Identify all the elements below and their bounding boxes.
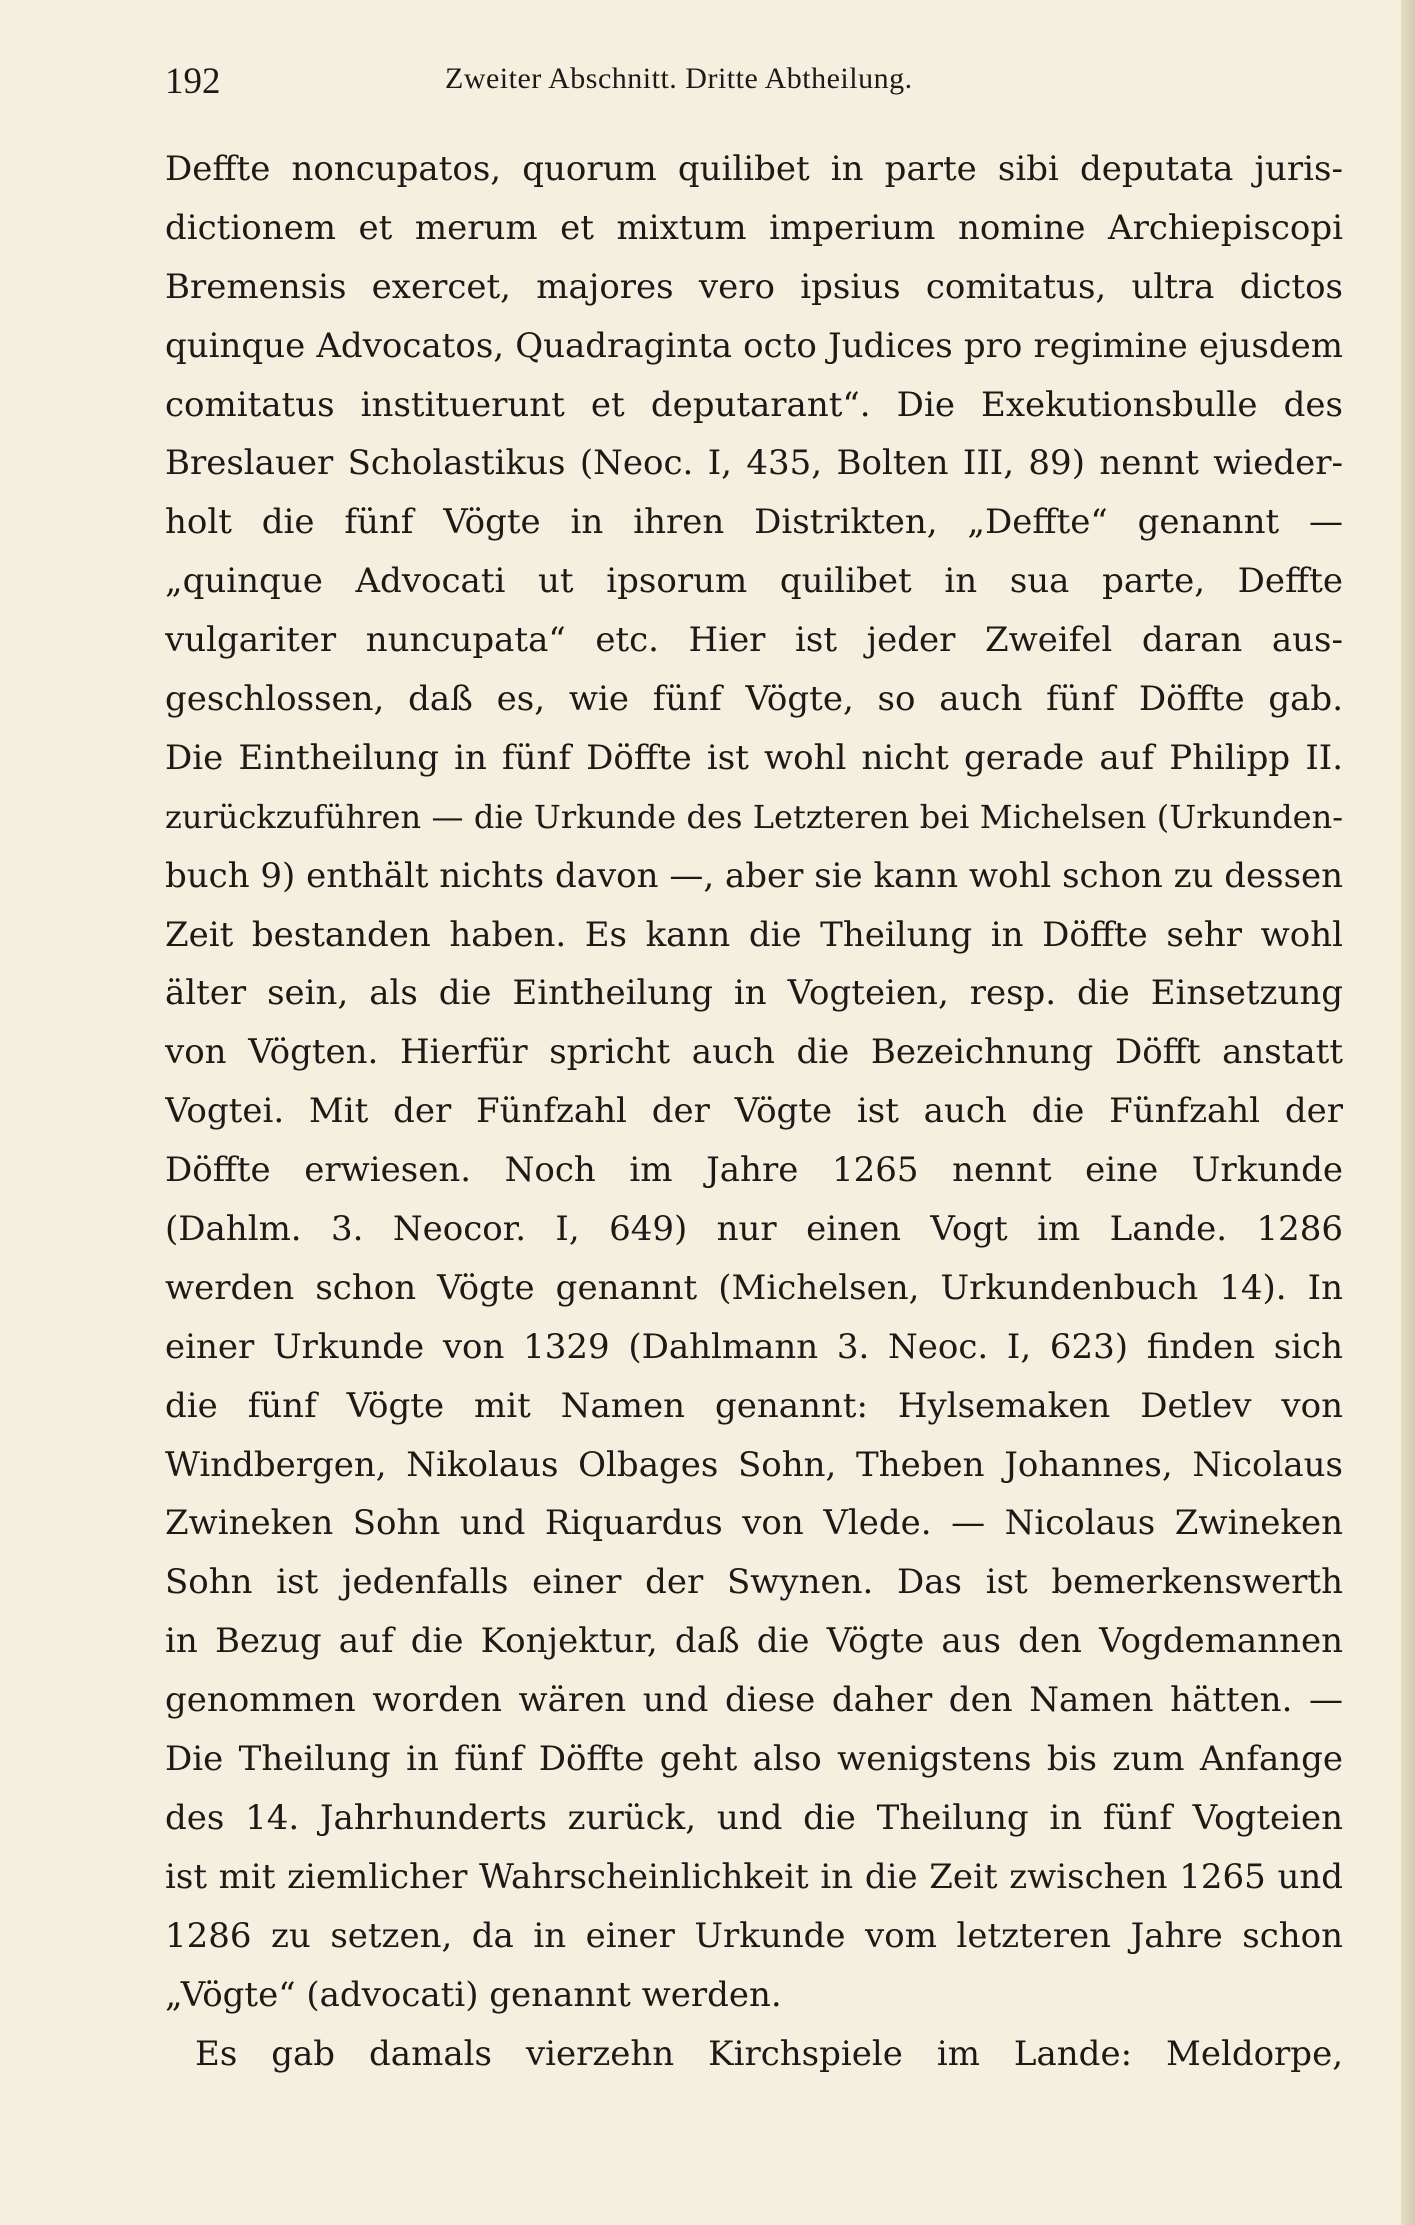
text-line: vulgariter nuncupata“ etc. Hier ist jeder Zweifel daran aus-	[165, 620, 1343, 661]
text-line: die fünf Vögte mit Namen genannt: Hylsemaken Detlev von	[165, 1385, 1343, 1426]
text-line: von Vögten. Hierfür spricht auch die Bezeichnung Döfft anstatt	[165, 1032, 1343, 1073]
page-header	[165, 52, 1265, 102]
text-line: 1286 zu setzen, da in einer Urkunde vom letzteren Jahre schon	[165, 1915, 1343, 1956]
text-line: Döffte erwiesen. Noch im Jahre 1265 nennt eine Urkunde	[165, 1150, 1343, 1191]
text-line: werden schon Vögte genannt (Michelsen, Urkundenbuch 14). In	[165, 1267, 1343, 1308]
text-line: zurückzuführen — die Urkunde des Letzteren bei Michelsen (Urkunden-	[165, 797, 1343, 836]
text-line: geschlossen, daß es, wie fünf Vögte, so auch fünf Döffte gab.	[165, 679, 1343, 720]
text-line: Breslauer Scholastikus (Neoc. I, 435, Bolten III, 89) nennt wieder-	[165, 443, 1343, 484]
text-line: comitatus instituerunt et deputarant“. Die Exekutionsbulle des	[165, 384, 1343, 425]
text-line: des 14. Jahrhunderts zurück, und die Theilung in fünf Vogteien	[165, 1797, 1343, 1838]
text-line: (Dahlm. 3. Neocor. I, 649) nur einen Vogt im Lande. 1286	[165, 1209, 1343, 1250]
text-line: buch 9) enthält nichts davon —, aber sie kann wohl schon zu dessen	[165, 855, 1343, 896]
running-head: Zweiter Abschnitt. Dritte Abtheilung.	[445, 62, 913, 95]
page-number: 192	[165, 61, 221, 102]
text-line: Sohn ist jedenfalls einer der Swynen. Das ist bemerkenswerth	[165, 1562, 1343, 1603]
text-line: Die Eintheilung in fünf Döffte ist wohl nicht gerade auf Philipp II.	[165, 737, 1343, 778]
text-line: genommen worden wären und diese daher den Namen hätten. —	[165, 1680, 1343, 1721]
text-line: Deffte noncupatos, quorum quilibet in parte sibi deputata juris-	[165, 149, 1343, 189]
text-line: Vogtei. Mit der Fünfzahl der Vögte ist auch die Fünfzahl der	[165, 1091, 1343, 1132]
text-line: Bremensis exercet, majores vero ipsius comitatus, ultra dictos	[165, 266, 1343, 307]
text-line: Zwineken Sohn und Riquardus von Vlede. — Nicolaus Zwineken	[165, 1503, 1343, 1544]
page-edge	[1401, 0, 1415, 2225]
text-line: einer Urkunde von 1329 (Dahlmann 3. Neoc. I, 623) finden sich	[165, 1326, 1343, 1367]
text-line: Die Theilung in fünf Döffte geht also wenigstens bis zum Anfange	[165, 1739, 1343, 1780]
text-line: ist mit ziemlicher Wahrscheinlichkeit in die Zeit zwischen 1265 und	[165, 1856, 1343, 1897]
text-line: älter sein, als die Eintheilung in Vogteien, resp. die Einsetzung	[165, 973, 1343, 1014]
text-line: „Vögte“ (advocati) genannt werden.	[165, 1974, 782, 2015]
text-line: Zeit bestanden haben. Es kann die Theilung in Döffte sehr wohl	[165, 914, 1343, 955]
text-body	[165, 140, 1343, 2083]
text-line: Windbergen, Nikolaus Olbages Sohn, Theben Johannes, Nicolaus	[165, 1444, 1343, 1485]
text-line: in Bezug auf die Konjektur, daß die Vögte aus den Vogdemannen	[165, 1621, 1343, 1662]
text-line: Es gab damals vierzehn Kirchspiele im Lande: Meldorpe,	[195, 2033, 1343, 2074]
text-line: „quinque Advocati ut ipsorum quilibet in sua parte, Deffte	[165, 561, 1343, 602]
text-line: holt die fünf Vögte in ihren Distrikten, „Deffte“ genannt —	[165, 502, 1343, 543]
text-line: dictionem et merum et mixtum imperium nomine Archiepiscopi	[165, 207, 1343, 248]
text-line: quinque Advocatos, Quadraginta octo Judices pro regimine ejusdem	[165, 325, 1343, 366]
